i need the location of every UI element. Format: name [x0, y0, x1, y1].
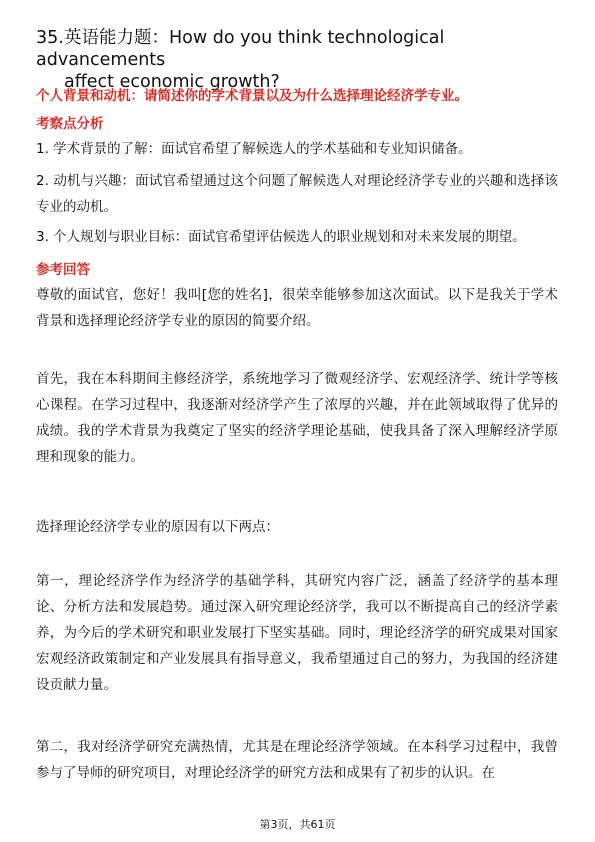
answer-paragraph-4: 第一，理论经济学作为经济学的基础学科，其研究内容广泛，涵盖了经济学的基本理论、分析方法和发展趋势。通过深入研究理论经济学，我可以不断提高自己的经济学素养，为今后的学术研究和职业发展打下坚实基础。同时，理论经济学的研究成果对国家宏观经济政策制定和产业发展具有指导意义，我希望通过自己的努力，为我国的经济建设贡献力量。: [36, 573, 558, 693]
question-line-2: affect economic growth?: [64, 72, 280, 92]
analysis-item-3: 3. 个人规划与职业目标：面试官希望评估候选人的职业规划和对未来发展的期望。: [36, 229, 526, 245]
analysis-heading: 考察点分析: [36, 116, 104, 132]
analysis-item-2: 2. 动机与兴趣：面试官希望通过这个问题了解候选人对理论经济学专业的兴趣和选择该专业的动机。: [36, 173, 558, 215]
page-footer: 第3页，共61页: [259, 818, 336, 831]
answer-paragraph-3: 选择理论经济学专业的原因有以下两点：: [36, 519, 279, 535]
prompt-heading: 个人背景和动机：请简述你的学术背景以及为什么选择理论经济学专业。: [36, 88, 468, 104]
answer-paragraph-2: 首先，我在本科期间主修经济学，系统地学习了微观经济学、宏观经济学、统计学等核心课程。在学习过程中，我逐渐对经济学产生了浓厚的兴趣，并在此领域取得了优异的成绩。我的学术背景为我奠定了坚实的经济学理论基础，使我具备了深入理解经济学原理和现象的能力。: [36, 371, 558, 465]
answer-paragraph-1: 尊敬的面试官，您好！我叫[您的姓名]，很荣幸能够参加这次面试。以下是我关于学术背景和选择理论经济学专业的原因的简要介绍。: [36, 287, 558, 329]
answer-heading: 参考回答: [36, 262, 90, 278]
question-title: [36, 27, 566, 93]
question-line-1: 英语能力题：How do you think technological advancements: [36, 28, 445, 70]
analysis-item-1: 1. 学术背景的了解：面试官希望了解候选人的学术基础和专业知识储备。: [36, 141, 472, 157]
answer-paragraph-5: 第二，我对经济学研究充满热情，尤其是在理论经济学领域。在本科学习过程中，我曾参与了导师的研究项目，对理论经济学的研究方法和成果有了初步的认识。在: [36, 739, 558, 781]
question-number: 35.: [36, 28, 64, 48]
